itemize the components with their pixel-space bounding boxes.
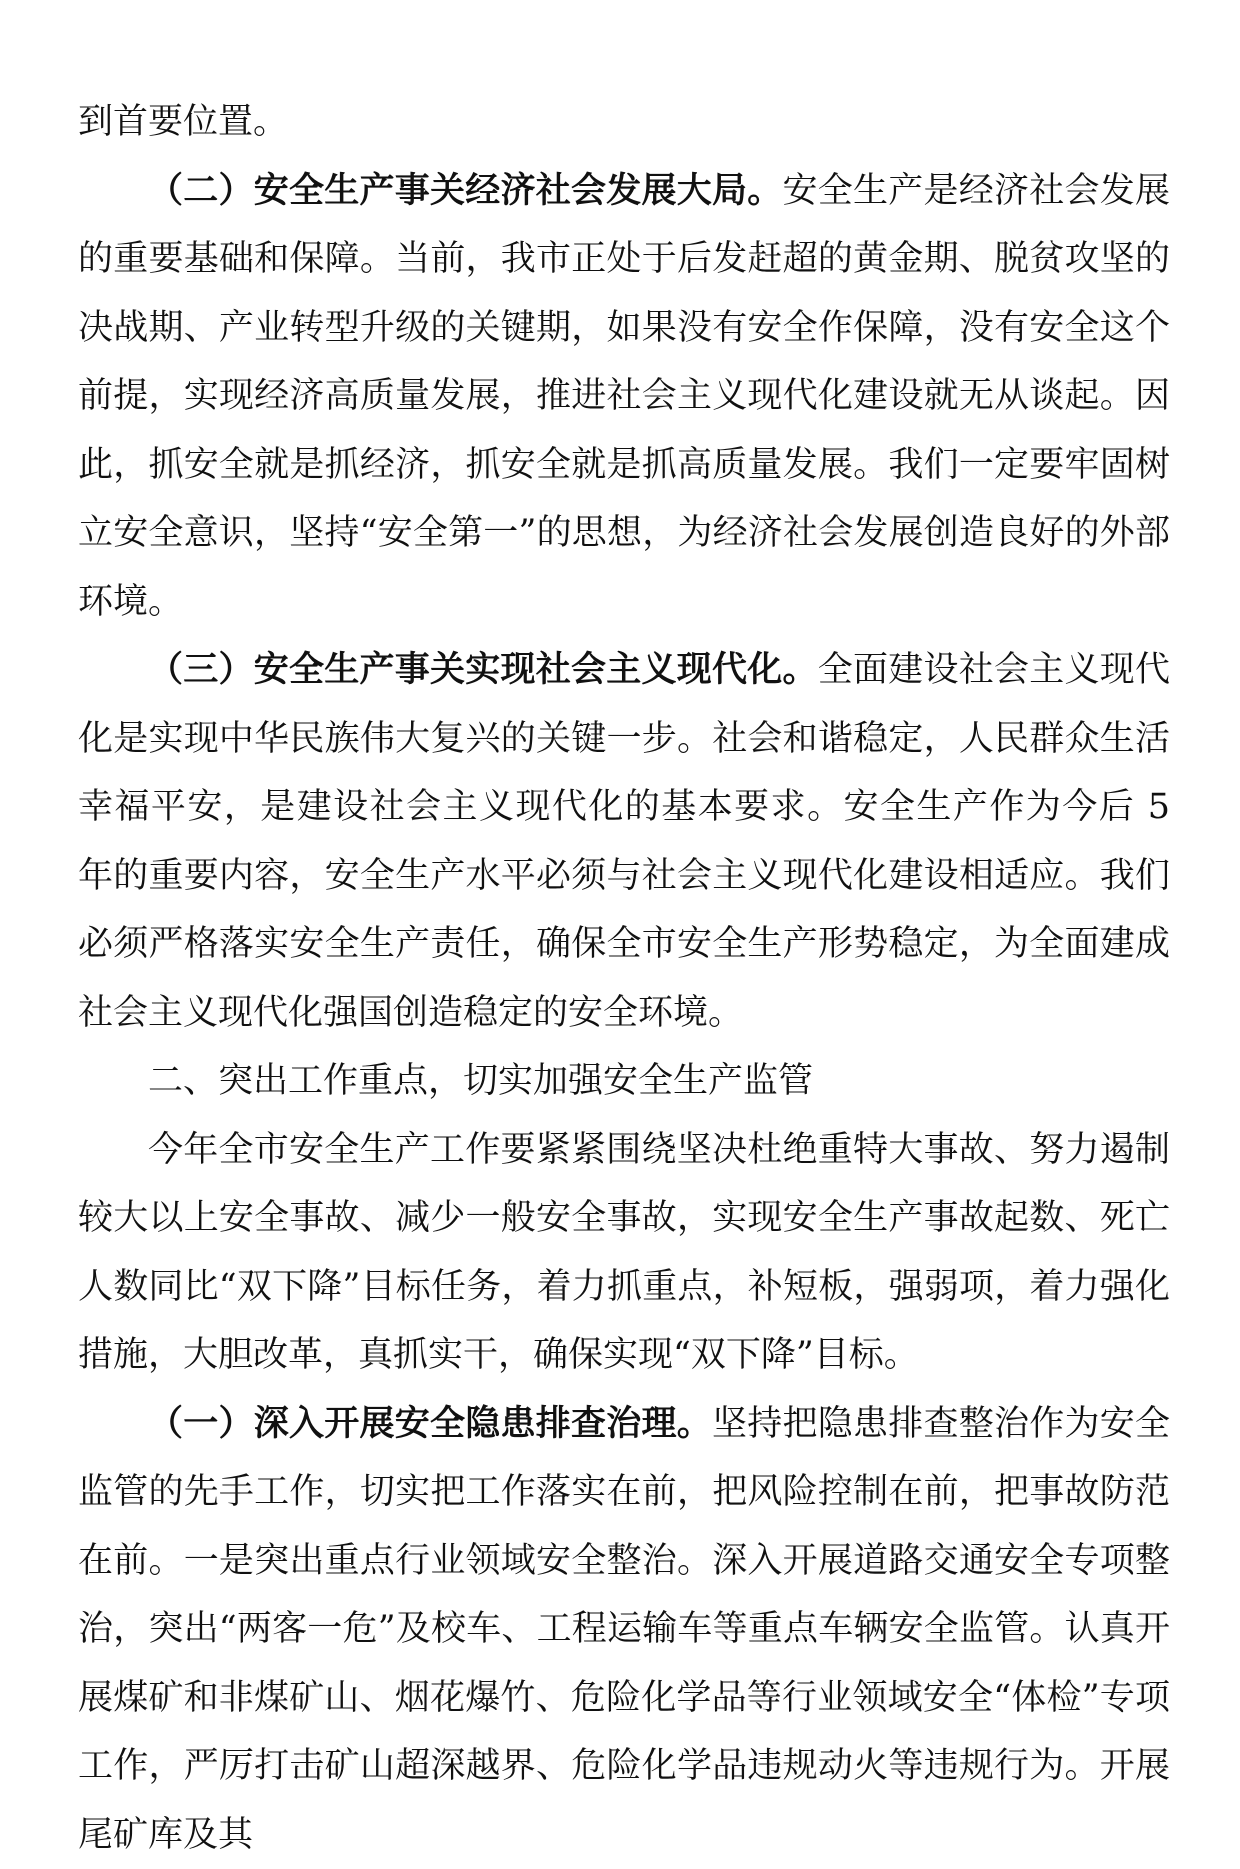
- paragraph-lead: （三）安全生产事关实现社会主义现代化。: [148, 649, 818, 690]
- section-heading: [78, 1047, 1170, 1116]
- paragraph-text: 今年全市安全生产工作要紧紧围绕坚决杜绝重特大事故、努力遏制较大以上安全事故、减少一般安全事故，实现安全生产事故起数、死亡人数同比“双下降”目标任务，着力抓重点，补短板，强弱项，着力强化措施，大胆改革，真抓实干，确保实现“双下降”目标。: [78, 1130, 1170, 1376]
- paragraph-hazard-inspection: [78, 1390, 1170, 1869]
- section-heading-text: 二、突出工作重点，切实加强安全生产监管: [148, 1061, 813, 1101]
- paragraph-text: 全面建设社会主义现代化是实现中华民族伟大复兴的关键一步。社会和谐稳定，人民群众生活幸福平安，是建设社会主义现代化的基本要求。安全生产作为今后 5 年的重要内容，安全生产水平必须与社会主义现代化建设相适应。我们必须严格落实安全生产责任，确保全市安全生产形势稳定，为全面建成社会主义现代化强国创造稳定的安全环境。: [78, 650, 1170, 1033]
- paragraph-economic-development: [78, 157, 1170, 637]
- paragraph-annual-goal: [78, 1116, 1170, 1390]
- document-page: [78, 88, 1170, 1869]
- paragraph-lead: （二）安全生产事关经济社会发展大局。: [148, 170, 782, 211]
- paragraph-text: 到首要位置。: [78, 102, 288, 142]
- paragraph-text: 安全生产是经济社会发展的重要基础和保障。当前，我市正处于后发赶超的黄金期、脱贫攻坚的决战期、产业转型升级的关键期，如果没有安全作保障，没有安全这个前提，实现经济高质量发展，推进社会主义现代化建设就无从谈起。因此，抓安全就是抓经济，抓安全就是抓高质量发展。我们一定要牢固树立安全意识，坚持“安全第一”的思想，为经济社会发展创造良好的外部环境。: [78, 171, 1170, 622]
- paragraph-lead: （一）深入开展安全隐患排查治理。: [148, 1403, 712, 1444]
- paragraph-continuation: [78, 88, 1170, 157]
- paragraph-text: 坚持把隐患排查整治作为安全监管的先手工作，切实把工作落实在前，把风险控制在前，把事故防范在前。一是突出重点行业领域安全整治。深入开展道路交通安全专项整治，突出“两客一危”及校车、工程运输车等重点车辆安全监管。认真开展煤矿和非煤矿山、烟花爆竹、危险化学品等行业领域安全“体检”专项工作，严厉打击矿山超深越界、危险化学品违规动火等违规行为。开展尾矿库及其: [78, 1404, 1170, 1855]
- paragraph-socialist-modernization: [78, 636, 1170, 1047]
